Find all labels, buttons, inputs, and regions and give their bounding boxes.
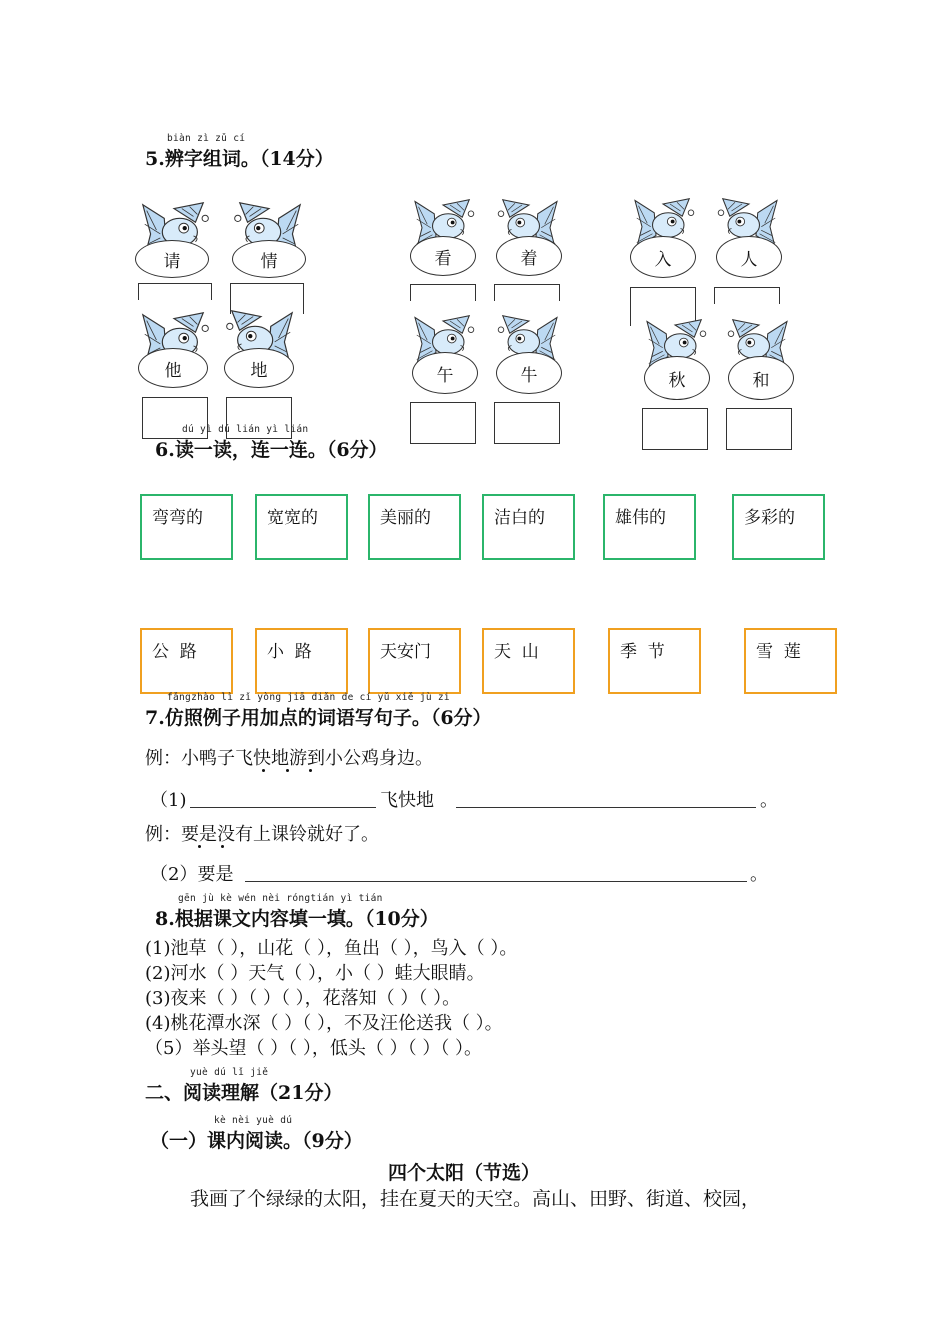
item-2-period: 。 [750,864,768,885]
adjective-box[interactable]: 宽宽的 [255,494,348,560]
char-oval: 牛 [496,352,562,394]
fill-line-4[interactable]: (4)桃花潭水深（ ）（ ），不及汪伦送我（ ）。 [145,1013,503,1034]
char-oval: 看 [410,236,476,276]
passage-title: 四个太阳（节选） [388,1162,541,1184]
item-1-prefix: （1) [150,790,187,811]
sec2-1-pinyin: kè nèi yuè dú [214,1115,293,1126]
fill-line-3[interactable]: (3)夜来（ ）（ ）（ ），花落知（ ）（ ）。 [145,988,461,1009]
answer-box[interactable] [494,402,560,444]
example-2: 例：要是没有上课铃就好了。 [145,824,379,845]
q5-pinyin: biàn zì zǔ cí [167,133,246,144]
char-oval: 他 [138,348,208,388]
answer-box[interactable] [410,402,476,444]
example-1: 例：小鸭子飞快地游到小公鸡身边。 [145,748,433,769]
adjective-box[interactable]: 美丽的 [368,494,461,560]
char-oval: 地 [224,348,294,388]
noun-box[interactable]: 季 节 [608,628,701,694]
emphasis-dot [309,769,312,772]
item-1-word: 飞快地 [380,790,434,811]
char-oval: 入 [630,236,696,278]
noun-box[interactable]: 天安门 [368,628,461,694]
emphasis-dot [262,769,265,772]
q8-title: 8.根据课文内容填一填。（10分） [155,908,439,930]
q7-pinyin: fǎngzhào lì zǐ yòng jiā diǎn de cí yǔ xiě jù zi [167,692,450,703]
char-oval: 着 [496,236,562,276]
emphasis-dot [198,845,201,848]
sec2-title: 二、阅读理解（21分） [145,1082,343,1104]
answer-bracket[interactable] [138,283,212,300]
q5-title: 5.辨字组词。（14分） [145,148,334,170]
char-oval: 和 [728,356,794,400]
answer-box[interactable] [642,408,708,450]
q6-title: 6.读一读，连一连。（6分） [155,439,388,461]
noun-box[interactable]: 公 路 [140,628,233,694]
noun-box[interactable]: 小 路 [255,628,348,694]
sec2-pinyin: yuè dú lǐ jiě [190,1067,269,1078]
adjective-box[interactable]: 雄伟的 [603,494,696,560]
item-1-period: 。 [760,790,778,811]
q8-pinyin: gēn jù kè wén nèi róngtián yì tián [178,893,383,904]
emphasis-dot [286,769,289,772]
answer-blank[interactable] [190,806,376,808]
answer-bracket[interactable] [494,284,560,301]
adjective-box[interactable]: 弯弯的 [140,494,233,560]
answer-blank[interactable] [456,806,756,808]
answer-blank[interactable] [245,880,747,882]
adjective-box[interactable]: 多彩的 [732,494,825,560]
char-oval: 情 [232,240,306,278]
char-oval: 秋 [644,356,710,400]
passage-text: 我画了个绿绿的太阳，挂在夏天的天空。高山、田野、街道、校园， [190,1188,761,1210]
noun-box[interactable]: 雪 莲 [744,628,837,694]
noun-box[interactable]: 天 山 [482,628,575,694]
fill-line-1[interactable]: (1)池草（ ），山花（ ），鱼出（ ），鸟入（ ）。 [145,938,518,959]
q6-pinyin: dú yì dú lián yì lián [182,424,309,435]
answer-bracket[interactable] [410,284,476,301]
q7-title: 7.仿照例子用加点的词语写句子。（6分） [145,707,492,729]
char-oval: 请 [135,240,209,278]
answer-bracket[interactable] [714,287,780,304]
fill-line-5[interactable]: （5）举头望（ ）（ ），低头（ ）（ ）（ ）。 [145,1038,483,1059]
adjective-box[interactable]: 洁白的 [482,494,575,560]
char-oval: 人 [716,236,782,278]
item-2-prefix: （2）要是 [150,864,234,885]
char-oval: 午 [412,352,478,394]
emphasis-dot [221,845,224,848]
answer-box[interactable] [726,408,792,450]
sec2-1-title: （一）课内阅读。（9分） [150,1130,363,1152]
fill-line-2[interactable]: (2)河水（ ）天气（ ），小（ ）蛙大眼睛。 [145,963,485,984]
